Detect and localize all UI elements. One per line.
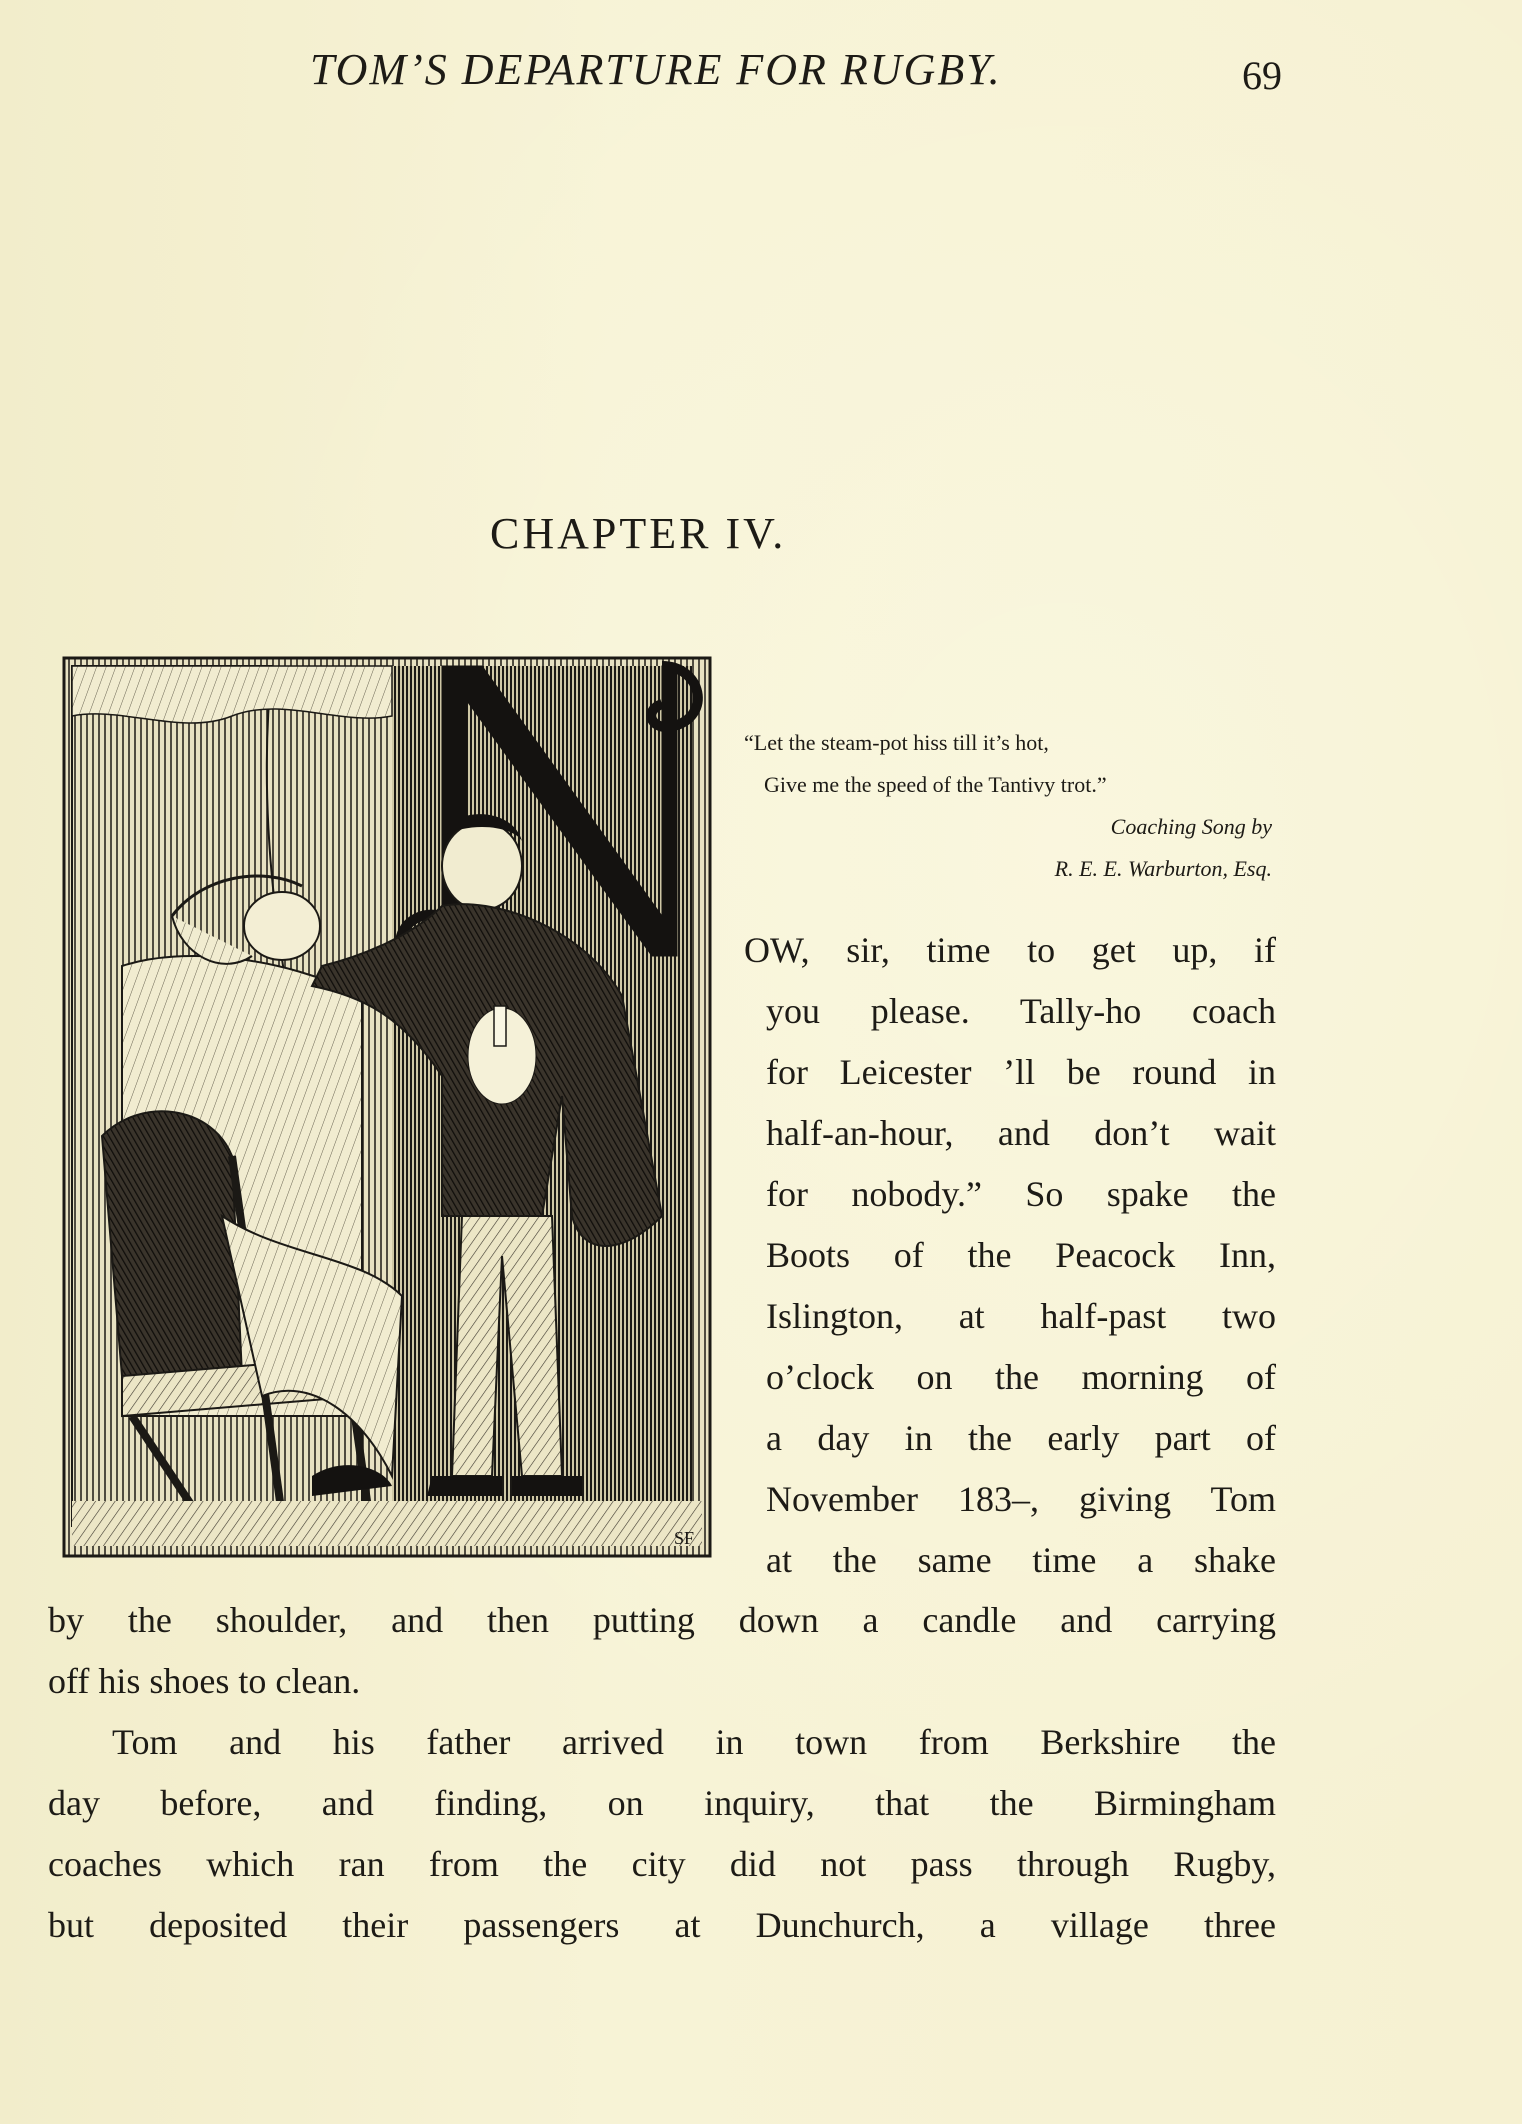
epigraph [744, 722, 1284, 890]
text-line: Boots of the Peacock Inn, [766, 1235, 1276, 1275]
illustration-svg [62, 656, 712, 1558]
text-line: a day in the early part of [766, 1418, 1276, 1458]
text-line: for nobody.” So spake the [766, 1174, 1276, 1214]
paragraph-1-narrow-column [744, 920, 1276, 1591]
text-line: day before, and finding, on inquiry, that the Birmingham [48, 1783, 1276, 1823]
text-line: off his shoes to clean. [48, 1661, 361, 1701]
text-line: Islington, at half-past two [766, 1296, 1276, 1336]
running-head: TOM’S DEPARTURE FOR RUGBY. [310, 45, 1002, 94]
epigraph-attribution-2: R. E. E. Warburton, Esq. [1054, 856, 1272, 881]
epigraph-line-2: Give me the speed of the Tantivy trot.” [764, 772, 1107, 797]
text-line: o’clock on the morning of [766, 1357, 1276, 1397]
chapter-title: CHAPTER IV. [490, 509, 787, 558]
paragraph-1-full-width [48, 1590, 1276, 1956]
text-line: November 183–, giving Tom [766, 1479, 1276, 1519]
text-line: at the same time a shake [766, 1540, 1276, 1580]
text-line: for Leicester ’ll be round in [766, 1052, 1276, 1092]
epigraph-line-1: “Let the steam-pot hiss till it’s hot, [744, 730, 1049, 755]
text-line: coaches which ran from the city did not pass through Rugby, [48, 1844, 1276, 1884]
illustration-monogram: SF [674, 1528, 695, 1548]
page-number: 69 [1242, 53, 1282, 98]
text-line: Tom and his father arrived in town from Berkshire the [112, 1722, 1276, 1762]
text-line: but deposited their passengers at Dunchurch, a village three [48, 1905, 1276, 1945]
epigraph-attribution-1: Coaching Song by [1110, 814, 1272, 839]
text-line: OW, sir, time to get up, if [744, 930, 1276, 970]
text-line: by the shoulder, and then putting down a candle and carrying [48, 1600, 1276, 1640]
engraving-illustration [62, 656, 712, 1558]
text-line: half-an-hour, and don’t wait [766, 1113, 1276, 1153]
text-line: you please. Tally-ho coach [766, 991, 1276, 1031]
